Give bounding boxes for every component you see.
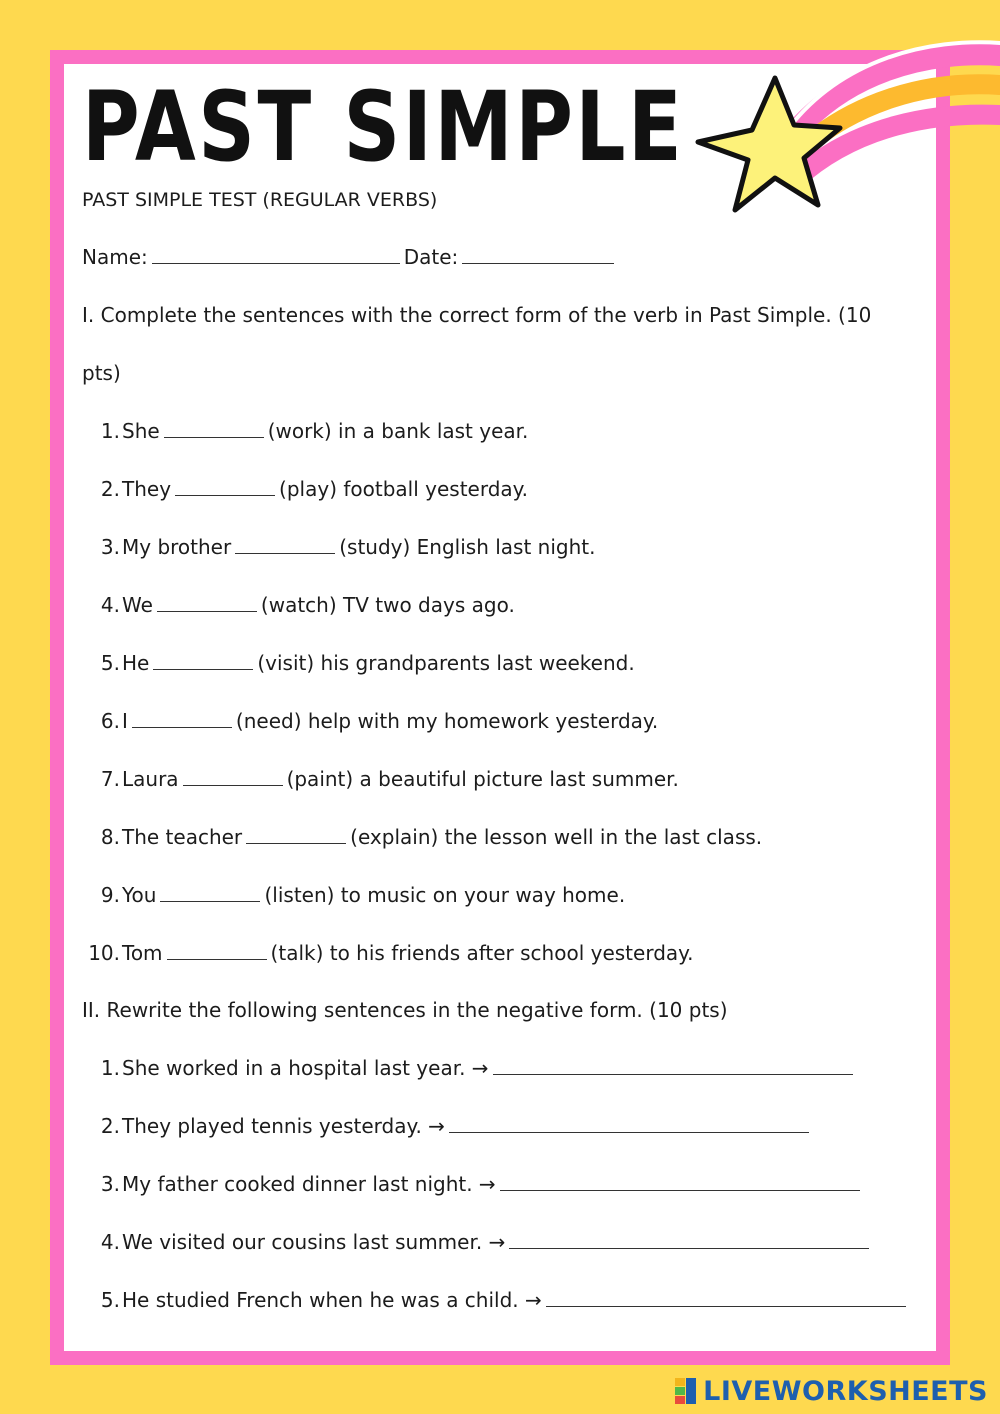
item-text-after: (play) football yesterday. <box>279 477 529 501</box>
answer-line[interactable] <box>449 1114 809 1133</box>
exercise1-item <box>80 883 625 907</box>
liveworksheets-logo <box>675 1376 988 1406</box>
date-label: Date: <box>403 245 459 269</box>
exercise2-item <box>80 1114 813 1138</box>
item-number: 7. <box>100 767 120 791</box>
answer-blank[interactable] <box>183 767 283 786</box>
item-text-before: The teacher <box>122 825 243 849</box>
answer-blank[interactable] <box>160 883 260 902</box>
item-text-after: (paint) a beautiful picture last summer. <box>286 767 679 791</box>
item-text-after: (study) English last night. <box>339 535 596 559</box>
item-sentence: We visited our cousins last summer. → <box>122 1230 506 1254</box>
item-number: 8. <box>100 825 120 849</box>
item-text-after: (visit) his grandparents last weekend. <box>257 651 635 675</box>
item-sentence: They played tennis yesterday. → <box>122 1114 445 1138</box>
item-number: 1. <box>100 1056 120 1080</box>
exercise2-item <box>80 1230 873 1254</box>
liveworksheets-brand: LIVEWORKSHEETS <box>703 1375 988 1407</box>
exercise1-item <box>80 535 595 559</box>
item-text-before: Laura <box>122 767 179 791</box>
liveworksheets-badge-icon <box>675 1378 697 1404</box>
item-sentence: He studied French when he was a child. → <box>122 1288 542 1312</box>
name-date-row <box>82 245 618 269</box>
exercise2-item <box>80 1172 864 1196</box>
shooting-star-rainbow-icon <box>690 30 1000 240</box>
answer-blank[interactable] <box>153 651 253 670</box>
exercise2-item <box>80 1056 857 1080</box>
item-text-before: Tom <box>122 941 163 965</box>
item-number: 3. <box>100 535 120 559</box>
answer-blank[interactable] <box>246 825 346 844</box>
exercise1-item <box>80 767 679 791</box>
item-number: 5. <box>100 651 120 675</box>
answer-line[interactable] <box>493 1056 853 1075</box>
exercise1-item <box>80 477 528 501</box>
answer-blank[interactable] <box>132 709 232 728</box>
item-text-after: (talk) to his friends after school yesterday. <box>270 941 694 965</box>
answer-line[interactable] <box>500 1172 860 1191</box>
item-text-before: She <box>122 419 160 443</box>
item-number: 10. <box>88 941 120 965</box>
exercise1-item <box>80 709 658 733</box>
exercise1-item <box>80 941 694 965</box>
answer-blank[interactable] <box>164 419 264 438</box>
item-number: 9. <box>100 883 120 907</box>
item-text-after: (need) help with my homework yesterday. <box>235 709 659 733</box>
item-text-after: (watch) TV two days ago. <box>260 593 515 617</box>
item-text-before: My brother <box>122 535 232 559</box>
section1-heading-continued: pts) <box>82 361 121 385</box>
test-subtitle: PAST SIMPLE TEST (REGULAR VERBS) <box>82 189 438 211</box>
answer-line[interactable] <box>509 1230 869 1249</box>
exercise1-item <box>80 825 762 849</box>
item-number: 4. <box>100 1230 120 1254</box>
item-number: 4. <box>100 593 120 617</box>
name-field[interactable] <box>152 245 400 264</box>
item-number: 3. <box>100 1172 120 1196</box>
exercise1-item <box>80 419 528 443</box>
answer-blank[interactable] <box>175 477 275 496</box>
item-number: 6. <box>100 709 120 733</box>
item-sentence: My father cooked dinner last night. → <box>122 1172 496 1196</box>
section2-heading: II. Rewrite the following sentences in the negative form. (10 pts) <box>82 998 728 1022</box>
item-text-after: (explain) the lesson well in the last class. <box>350 825 763 849</box>
item-text-before: You <box>122 883 157 907</box>
item-sentence: She worked in a hospital last year. → <box>122 1056 489 1080</box>
item-text-before: He <box>122 651 150 675</box>
exercise1-item <box>80 651 635 675</box>
item-text-after: (listen) to music on your way home. <box>264 883 626 907</box>
answer-line[interactable] <box>546 1288 906 1307</box>
answer-blank[interactable] <box>167 941 267 960</box>
item-text-before: We <box>122 593 153 617</box>
section1-heading: I. Complete the sentences with the correct form of the verb in Past Simple. (10 <box>82 303 872 327</box>
exercise1-item <box>80 593 515 617</box>
answer-blank[interactable] <box>157 593 257 612</box>
item-text-before: I <box>122 709 128 733</box>
exercise2-item <box>80 1288 910 1312</box>
item-text-before: They <box>122 477 172 501</box>
page-title: PAST SIMPLE <box>82 71 685 183</box>
date-field[interactable] <box>462 245 614 264</box>
item-number: 1. <box>100 419 120 443</box>
name-label: Name: <box>82 245 148 269</box>
item-number: 2. <box>100 477 120 501</box>
item-text-after: (work) in a bank last year. <box>267 419 529 443</box>
answer-blank[interactable] <box>235 535 335 554</box>
item-number: 5. <box>100 1288 120 1312</box>
item-number: 2. <box>100 1114 120 1138</box>
